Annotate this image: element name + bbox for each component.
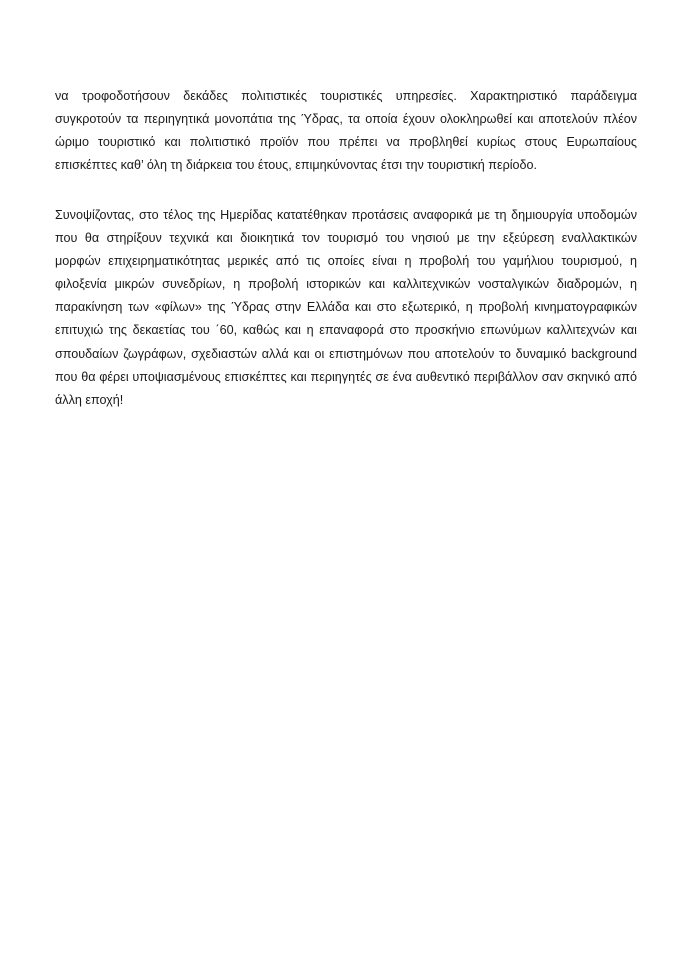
text-line: σπουδαίων ζωγράφων, σχεδιαστών αλλά και οι επιστημόνων που αποτελούν το δυναμικό background [55,346,637,361]
text-line: Συνοψίζοντας, στο τέλος της Ημερίδας κατατέθηκαν προτάσεις αναφορικά με τη δημιουργία υποδομών [55,208,637,222]
paragraph-summary-proposals [55,204,637,412]
text-line: παρακίνηση των «φίλων» της Ύδρας στην Ελλάδα και στο εξωτερικό, η προβολή κινηματογραφικών [55,300,637,315]
text-line: φιλοξενία μικρών συνεδρίων, η προβολή ιστορικών και καλλιτεχνικών νοσταλγικών διαδρομών, η [55,277,637,292]
text-line: συγκροτούν τα περιηγητικά μονοπάτια της Ύδρας, τα οποία έχουν ολοκληρωθεί και αποτελούν πλέον [55,112,637,127]
text-line: επιτυχιώ της δεκαετίας του ΄60, καθώς και η επαναφορά στο προσκήνιο επωνύμων καλλιτεχνών και [55,323,637,338]
text-line: επισκέπτες καθ’ όλη τη διάρκεια του έτους, επιμηκύνοντας έτσι την τουριστική περίοδο. [55,158,538,173]
text-line: ώριμο τουριστικό και πολιτιστικό προϊόν που πρέπει να προβληθεί κυρίως στους Ευρωπαίους [55,135,637,150]
text-line: που θα στηρίξουν τεχνικά και διοικητικά τον τουρισμό του νησιού με την εξεύρεση εναλλακτικών [55,231,637,246]
text-line: άλλη εποχή! [55,392,124,407]
paragraph-cultural-tourism [55,85,637,177]
text-line: που θα φέρει υποψιασμένους επισκέπτες και περιηγητές σε ένα αυθεντικό περιβάλλον σαν σκηνικό από [55,369,637,384]
text-line: μορφών επιχειρηματικότητας μερικές από τις οποίες είναι η προβολή του γαμήλιου τουρισμού, η [55,254,637,269]
text-line: να τροφοδοτήσουν δεκάδες πολιτιστικές τουριστικές υπηρεσίες. Χαρακτηριστικό παράδειγμα [55,89,637,103]
